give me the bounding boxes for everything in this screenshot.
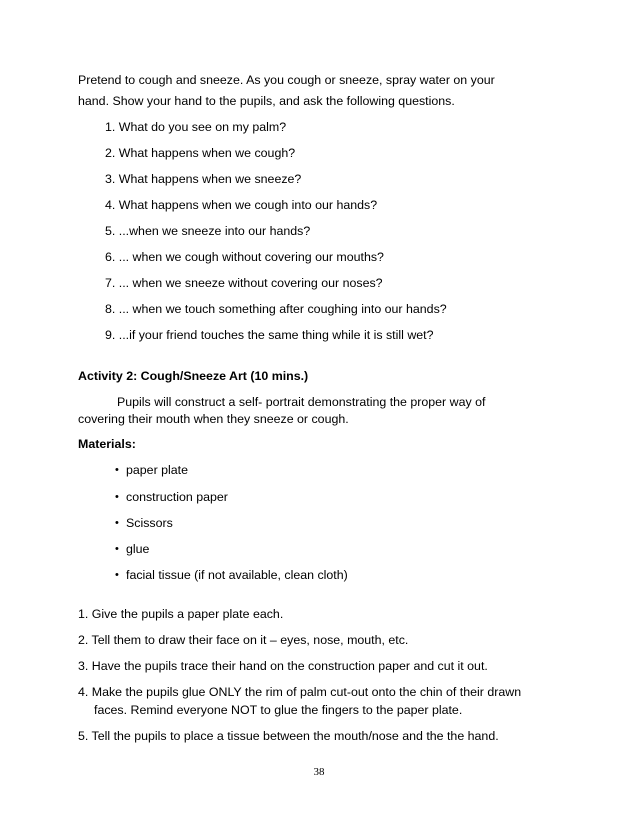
materials-item: paper plate bbox=[126, 463, 189, 477]
page-number: 38 bbox=[313, 766, 325, 778]
question-item: 6. ... when we cough without covering our mouths? bbox=[105, 250, 384, 264]
bullet-icon: • bbox=[115, 569, 119, 581]
materials-item: Scissors bbox=[126, 516, 173, 530]
step-item: 3. Have the pupils trace their hand on the construction paper and cut it out. bbox=[78, 659, 488, 673]
question-item: 8. ... when we touch something after coughing into our hands? bbox=[105, 302, 447, 316]
bullet-icon: • bbox=[115, 491, 119, 503]
materials-heading: Materials: bbox=[78, 437, 136, 451]
question-item: 3. What happens when we sneeze? bbox=[105, 172, 302, 186]
activity-heading: Activity 2: Cough/Sneeze Art (10 mins.) bbox=[78, 369, 309, 383]
question-item: 9. ...if your friend touches the same thing while it is still wet? bbox=[105, 328, 434, 342]
activity-description-line-2: covering their mouth when they sneeze or cough. bbox=[78, 412, 349, 426]
bullet-icon: • bbox=[115, 464, 119, 476]
materials-item: glue bbox=[126, 542, 150, 556]
question-item: 5. ...when we sneeze into our hands? bbox=[105, 224, 311, 238]
step-item-continuation: faces. Remind everyone NOT to glue the fingers to the paper plate. bbox=[94, 703, 463, 717]
step-item: 1. Give the pupils a paper plate each. bbox=[78, 607, 284, 621]
question-item: 7. ... when we sneeze without covering our noses? bbox=[105, 276, 383, 290]
question-item: 4. What happens when we cough into our hands? bbox=[105, 198, 378, 212]
bullet-icon: • bbox=[115, 517, 119, 529]
step-item: 4. Make the pupils glue ONLY the rim of palm cut-out onto the chin of their drawn bbox=[78, 685, 522, 699]
question-item: 1. What do you see on my palm? bbox=[105, 120, 287, 134]
activity-description-line-1: Pupils will construct a self- portrait demonstrating the proper way of bbox=[117, 395, 486, 409]
materials-item: facial tissue (if not available, clean cloth) bbox=[126, 568, 348, 582]
step-item: 5. Tell the pupils to place a tissue between the mouth/nose and the the hand. bbox=[78, 729, 499, 743]
materials-item: construction paper bbox=[126, 490, 228, 504]
question-item: 2. What happens when we cough? bbox=[105, 146, 296, 160]
intro-line-1: Pretend to cough and sneeze. As you cough or sneeze, spray water on your bbox=[78, 73, 495, 87]
step-item: 2. Tell them to draw their face on it – eyes, nose, mouth, etc. bbox=[78, 633, 409, 647]
intro-line-2: hand. Show your hand to the pupils, and ask the following questions. bbox=[78, 94, 455, 108]
bullet-icon: • bbox=[115, 543, 119, 555]
